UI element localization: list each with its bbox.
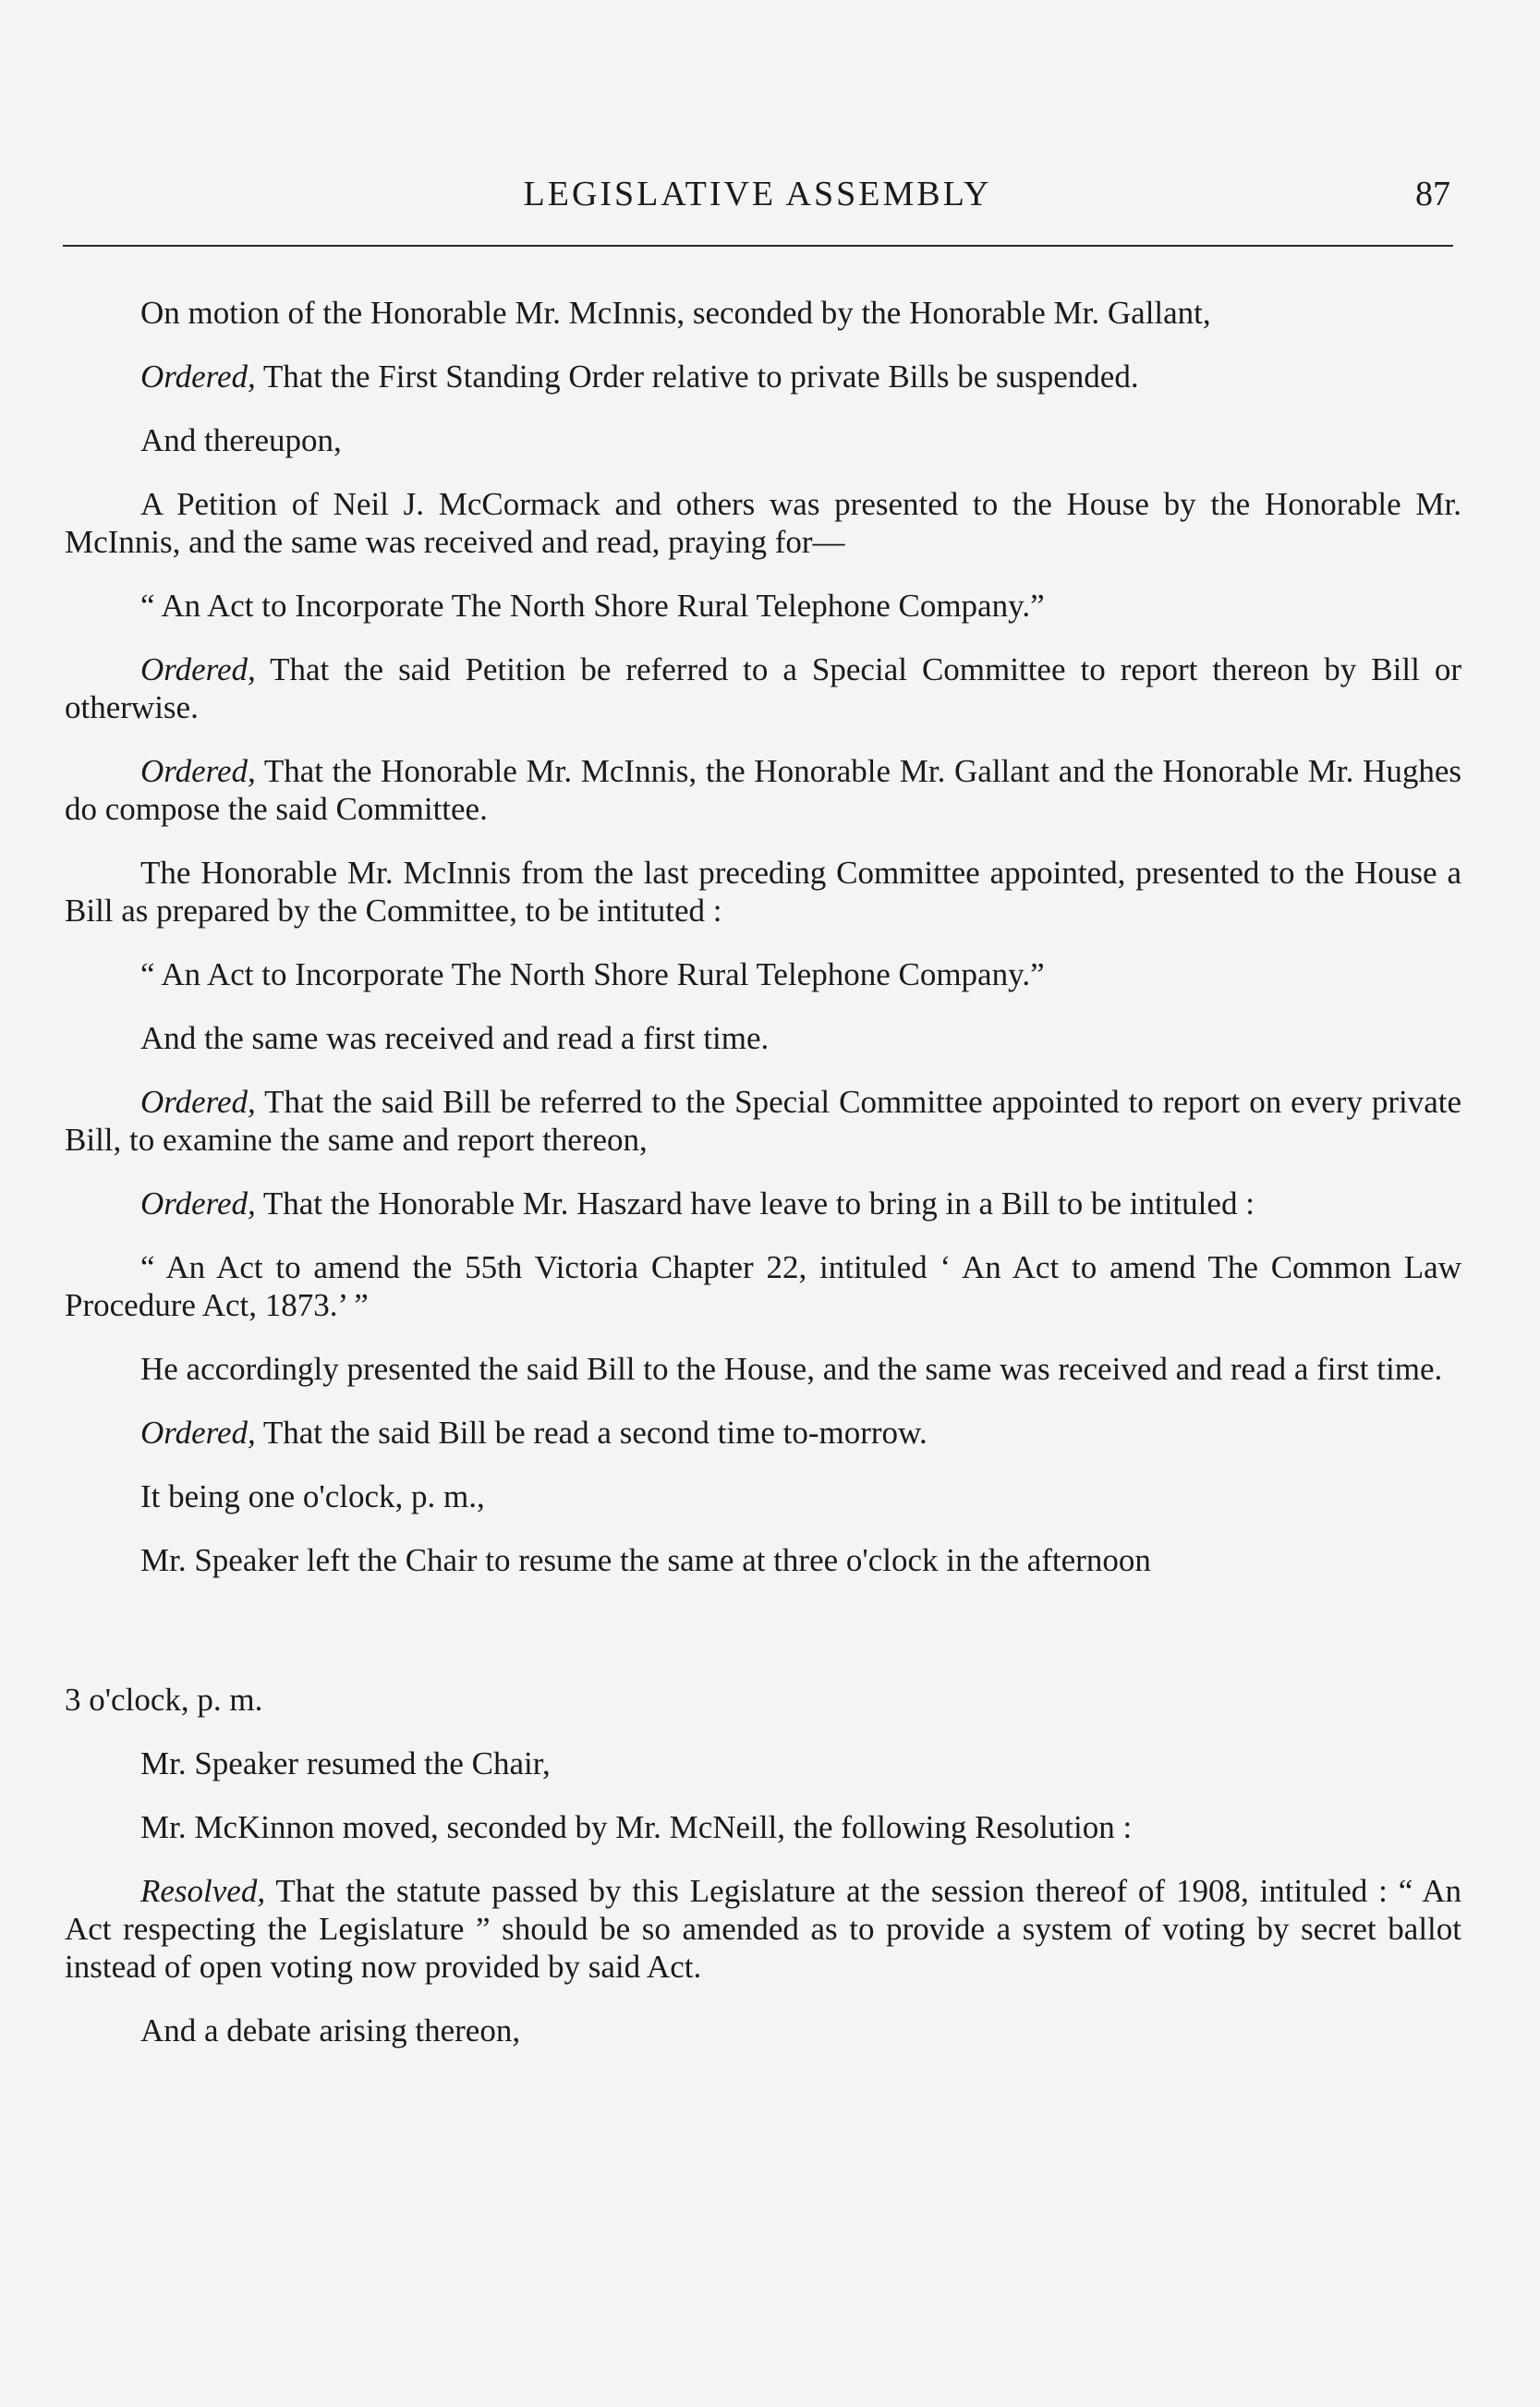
paragraph <box>65 2012 1461 2049</box>
paragraph <box>65 1350 1461 1388</box>
paragraph <box>65 1019 1461 1057</box>
paragraph-text: That the Honorable Mr. Haszard have leave to bring in a Bill to be intituled : <box>262 1185 1255 1222</box>
paragraph-text: “ An Act to amend the 55th Victoria Chapter 22, intituled ‘ An Act to amend The Common Law Procedure Act, 1873.’ ” <box>65 1249 1461 1323</box>
paragraph-lead: Ordered, <box>140 651 256 687</box>
paragraph <box>65 421 1461 459</box>
paragraph-text: It being one o'clock, p. m., <box>140 1478 485 1514</box>
paragraph-text: That the said Bill be referred to the Special Committee appointed to report on every private Bill, to examine the same and report thereon, <box>65 1084 1461 1158</box>
paragraph-text: That the First Standing Order relative to private Bills be suspended. <box>262 359 1139 395</box>
paragraph-lead: Ordered, <box>140 359 256 395</box>
paragraph <box>65 1541 1461 1579</box>
paragraph <box>65 1248 1461 1324</box>
paragraph-text: Mr. McKinnon moved, seconded by Mr. McNeill, the following Resolution : <box>140 1809 1133 1845</box>
paragraph-text: He accordingly presented the said Bill to the House, and the same was received and read a first time. <box>140 1351 1443 1387</box>
paragraph-text: A Petition of Neil J. McCormack and others was presented to the House by the Honorable Mr. McInnis, and the same was received and read, praying for— <box>65 486 1461 560</box>
paragraph-text: “ An Act to Incorporate The North Shore Rural Telephone Company.” <box>140 956 1045 992</box>
paragraph-lead: Ordered, <box>140 1185 256 1222</box>
running-title: LEGISLATIVE ASSEMBLY <box>523 175 992 213</box>
paragraph <box>65 1872 1461 1986</box>
paragraph-text: And the same was received and read a first time. <box>140 1020 770 1056</box>
time-heading: 3 o'clock, p. m. <box>65 1682 263 1718</box>
paragraph <box>65 358 1461 395</box>
paragraph <box>65 1185 1461 1222</box>
page-header <box>65 174 1450 220</box>
paragraph <box>65 294 1461 332</box>
page-number: 87 <box>1415 175 1450 213</box>
paragraph <box>65 854 1461 930</box>
paragraph-text: And thereupon, <box>140 422 342 458</box>
paragraph <box>65 587 1461 625</box>
paragraph-text: That the Honorable Mr. McInnis, the Honorable Mr. Gallant and the Honorable Mr. Hughes do compose the said Committee. <box>65 753 1461 827</box>
paragraph <box>65 485 1461 561</box>
paragraph <box>65 1744 1461 1782</box>
paragraph <box>65 1808 1461 1846</box>
paragraph-text: Mr. Speaker resumed the Chair, <box>140 1745 551 1781</box>
paragraph-text: And a debate arising thereon, <box>140 2012 521 2048</box>
paragraph-lead: Ordered, <box>140 753 256 789</box>
paragraph-text: That the statute passed by this Legislature at the session thereof of 1908, intituled : “ An Act respecting the Legislature ” should be so amended as to provide a system of voting by secret ballot instead of open voting now provided by said Act. <box>65 1873 1461 1985</box>
paragraph-lead: Ordered, <box>140 1084 256 1120</box>
paragraph-text: That the said Petition be referred to a Special Committee to report thereon by Bill or otherwise. <box>65 651 1461 725</box>
paragraph-lead: Resolved, <box>140 1873 266 1909</box>
paragraph-lead: Ordered, <box>140 1415 256 1451</box>
page-body <box>65 294 1461 2049</box>
paragraph-text: On motion of the Honorable Mr. McInnis, seconded by the Honorable Mr. Gallant, <box>140 295 1211 331</box>
paragraph-text: “ An Act to Incorporate The North Shore Rural Telephone Company.” <box>140 588 1045 624</box>
paragraph <box>65 1414 1461 1452</box>
paragraph <box>65 752 1461 828</box>
paragraph-text: That the said Bill be read a second time to-morrow. <box>262 1415 928 1451</box>
paragraph <box>65 650 1461 726</box>
paragraph-text: Mr. Speaker left the Chair to resume the same at three o'clock in the afternoon <box>140 1542 1151 1578</box>
header-rule <box>63 245 1453 247</box>
paragraph <box>65 1083 1461 1159</box>
paragraph-text: The Honorable Mr. McInnis from the last preceding Committee appointed, presented to the House a Bill as prepared by the Committee, to be intituted : <box>65 855 1461 929</box>
paragraph <box>65 1477 1461 1515</box>
paragraph <box>65 955 1461 993</box>
